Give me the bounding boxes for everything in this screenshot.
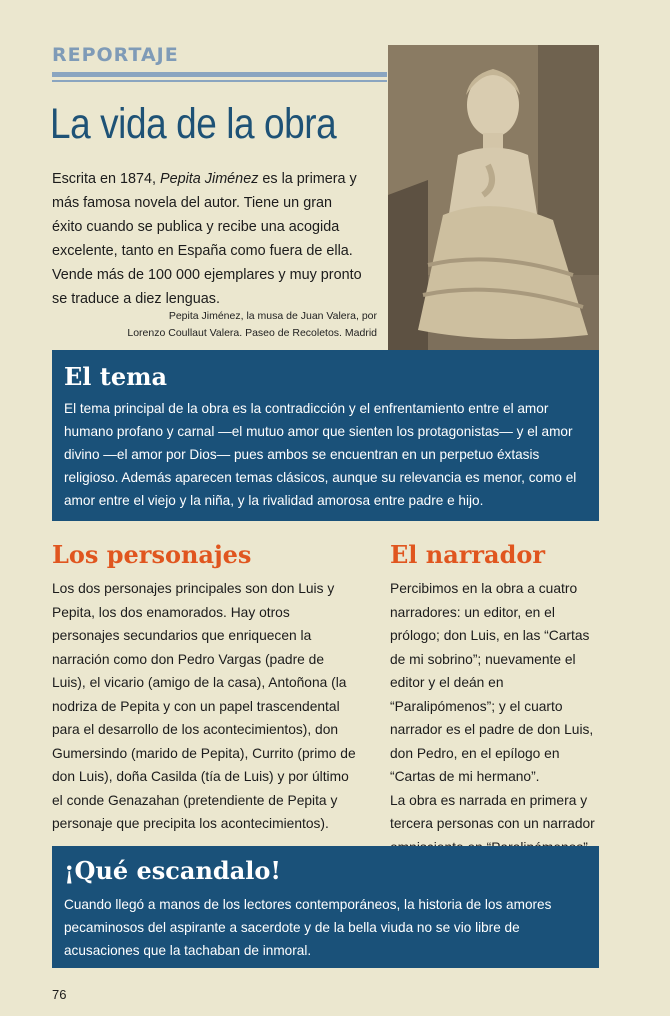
photo-caption bbox=[127, 308, 377, 342]
escandalo-heading: ¡Qué escandalo! bbox=[64, 856, 281, 885]
intro-body: es la primera y más famosa novela del autor. Tiene un gran éxito cuando se publica y recibe una acogida excelente, tanto en España como fuera de ella. Vende más de 100 000 ejemplares y muy pronto se traduce a diez lenguas. bbox=[52, 171, 362, 307]
escandalo-box bbox=[52, 846, 599, 968]
section-kicker: REPORTAJE bbox=[52, 44, 179, 66]
narrador-heading: El narrador bbox=[390, 540, 546, 569]
header-rule bbox=[52, 72, 387, 77]
statue-photo bbox=[388, 45, 599, 350]
intro-work-title: Pepita Jiménez bbox=[160, 171, 259, 187]
narrador-text-2: La obra es narrada en primera y tercera personas con un narrador bbox=[390, 792, 595, 831]
caption-line-1: Pepita Jiménez, la musa de Juan Valera, por bbox=[168, 310, 377, 322]
header-rule-thin bbox=[52, 80, 387, 82]
narrador-text bbox=[390, 577, 602, 859]
intro-lead: Escrita en 1874, bbox=[52, 171, 160, 187]
caption-line-2: Lorenzo Coullaut Valera. Paseo de Recoletos. Madrid bbox=[127, 327, 377, 339]
personajes-text: Los dos personajes principales son don Luis y Pepita, los dos enamorados. Hay otros personajes secundarios que enriquecen la narración como don Pedro Vargas (padre de Luis), el vicario (amigo de la casa), Antoñona (la nodriza de Pepita y con un papel trascendental para el desarrollo de los acontecimientos), don Gumersindo (marido de Pepita), Currito (primo de don Luis), doña Casilda (tía de Luis) y por último el conde Genazahan (pretendiente de Pepita y personaje que precipita los acontecimientos). bbox=[52, 581, 356, 831]
narrador-text-1: Percibimos en la obra a cuatro narradores: un editor, en el prólogo; don Luis, en las “Cartas de mi sobrino”; nuevamente el editor y el deán en “Paralipómenos”; y el cuarto narrador es el padre de don Luis, don Pedro, en el epílogo en “Cartas de mi hermano”. bbox=[390, 581, 594, 784]
escandalo-text: Cuando llegó a manos de los lectores contemporáneos, la historia de los amores pecaminosos del aspirante a sacerdote y de la bella viuda no se vio libre de acusaciones que la tachaban de inmoral. bbox=[64, 897, 552, 958]
tema-text: El tema principal de la obra es la contradicción y el enfrentamiento entre el amor humano profano y carnal —el mutuo amor que sienten los protagonistas— y el amor divino —el amor por Dios— pues ambos se encuentran en un perpetuo éxtasis religioso. Además aparecen temas clásicos, aunque su relevancia es menor, como el amor entre el viejo y la niña, y la rivalidad amorosa entre padre e hijo. bbox=[64, 401, 577, 508]
tema-heading: El tema bbox=[64, 362, 168, 391]
personajes-heading: Los personajes bbox=[52, 540, 252, 569]
page-title: La vida de la obra bbox=[50, 100, 337, 148]
tema-box bbox=[52, 350, 599, 521]
page-number: 76 bbox=[52, 987, 67, 1002]
intro-paragraph bbox=[52, 167, 362, 311]
